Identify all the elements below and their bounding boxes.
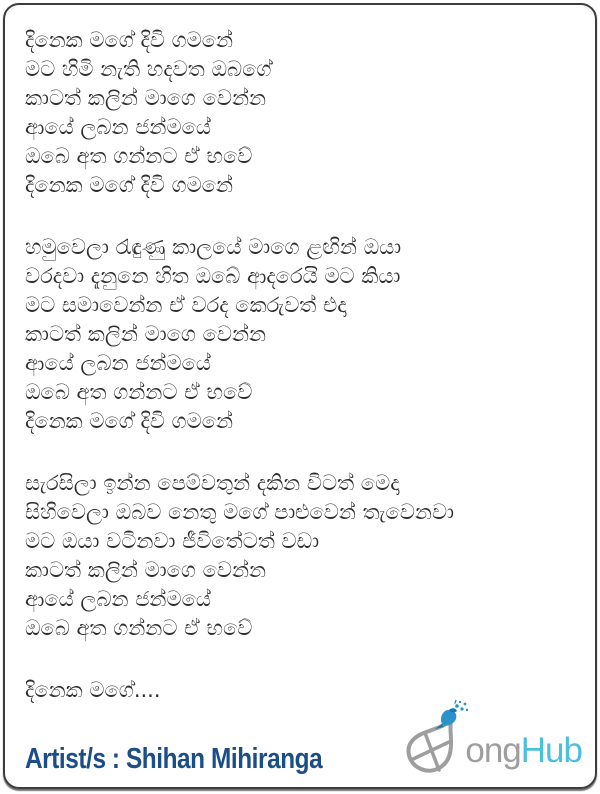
songhub-bird-icon [399,700,473,776]
logo-text-ong: ong [465,731,521,770]
lyric-line: කාටත් කලින් මාගෙ වෙන්න [25,86,267,110]
lyric-line: ආයේ ලබන ජන්මයේ [25,587,211,611]
lyric-line: මට හිමි නැති හදවත ඔබගේ [25,57,272,81]
lyric-line: සිහිවෙලා ඔබව නෙතු මගේ පාළුවෙන් තැවෙනවා [25,500,454,524]
logo-text [465,733,582,768]
lyric-line: සැරසිලා ඉන්න පෙම්වතුන් දකින විටත් මෙදා [25,471,400,495]
lyric-line: දිනෙක මගේ දිවි ගමනේ [25,28,234,52]
lyric-stanza [25,469,584,643]
logo-text-hub: Hub [520,731,582,770]
lyric-line: කාටත් කලින් මාගෙ වෙන්න [25,558,267,582]
lyric-line: දිනෙක මගේ.... [25,678,161,702]
songhub-logo [399,700,582,776]
footer [0,700,600,784]
lyric-line: කාටත් කලින් මාගෙ වෙන්න [25,322,267,346]
lyrics-container [25,26,584,705]
lyric-line: දිනෙක මගේ දිවි ගමනේ [25,409,234,433]
lyric-line: වරදවා දැනුනෙ හිත ඔබේ ආදරෙයි මට කියා [25,264,401,288]
lyric-line: ඔබෙ අත ගන්නට ඒ භවේ [25,380,253,404]
lyric-line: ආයේ ලබන ජන්මයේ [25,115,211,139]
lyric-line: ඔබෙ අත ගන්නට ඒ භවේ [25,616,253,640]
lyric-line: ඔබෙ අත ගන්නට ඒ භවේ [25,144,253,168]
lyric-line: මට ඔයා වටිනවා ජීවිතේටත් වඩා [25,529,320,553]
lyric-stanza [25,233,584,436]
lyric-line: මට සමාවෙන්න ඒ වරද කෙරුවත් එදා [25,293,347,317]
lyric-line: ආයේ ලබන ජන්මයේ [25,351,211,375]
lyric-stanza [25,26,584,200]
lyric-line: දිනෙක මගේ දිවි ගමනේ [25,173,234,197]
artist-credit: Artist/s : Shihan Mihiranga [25,743,323,775]
lyric-line: හමුවෙලා රැඳුණු කාලයේ මාගෙ ළඟින් ඔයා [25,235,402,259]
